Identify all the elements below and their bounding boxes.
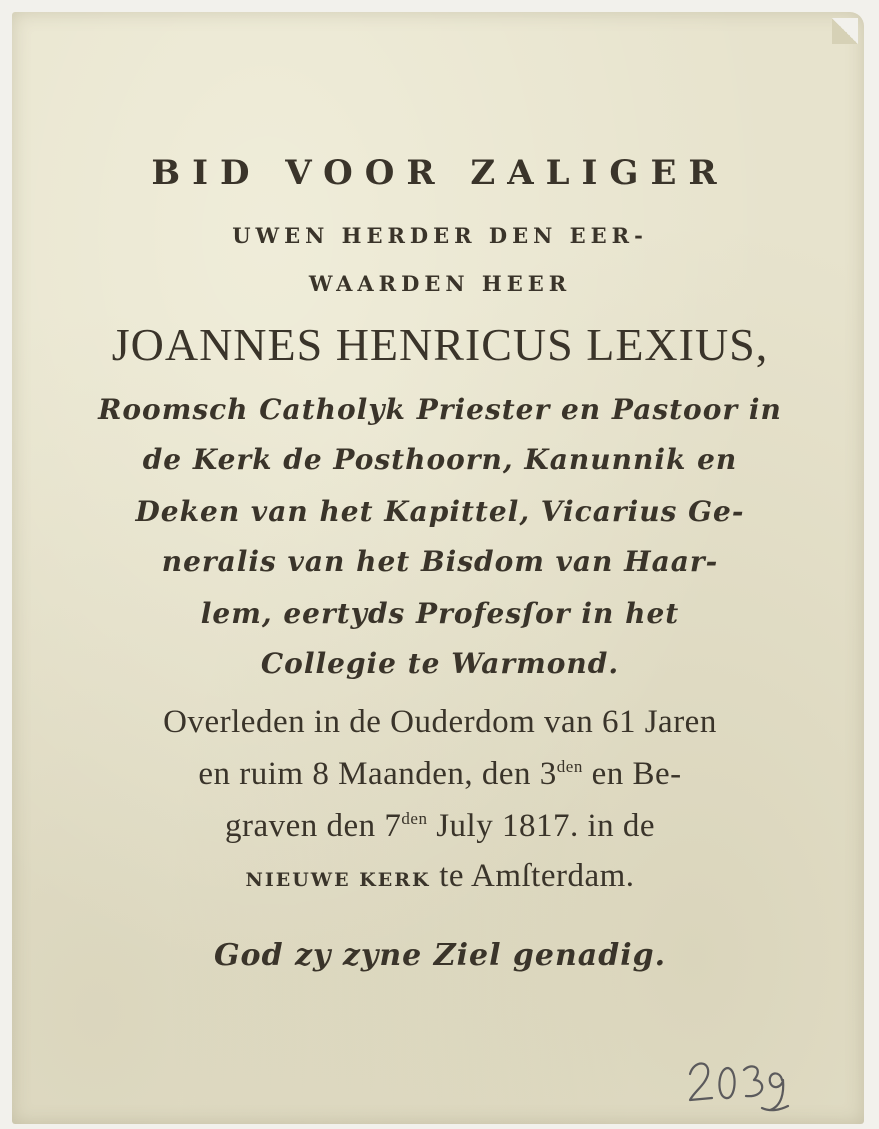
- death-line-3-text: graven den 7: [224, 808, 402, 844]
- title-line-5: lem, eertyds Profesſor in het: [200, 597, 680, 630]
- folded-corner: [832, 18, 858, 44]
- heading-line-1: BID VOOR ZALIGER: [151, 153, 729, 193]
- title-line-1: Roomsch Catholyk Priester en Pastoor in: [98, 393, 782, 426]
- heading-line-3: WAARDEN HEER: [308, 271, 572, 296]
- heading-line-2: UWEN HERDER DEN EER-: [232, 223, 648, 248]
- title-line-4: neralis van het Bisdom van Haar-: [161, 545, 719, 578]
- handwritten-number: [684, 1048, 794, 1118]
- death-line-3-end: July 1817. in de: [427, 808, 656, 844]
- death-line-4: [40, 858, 840, 895]
- death-line-4-end: te Amſterdam.: [430, 858, 635, 894]
- title-line-3: Deken van het Kapittel, Vicarius Ge-: [135, 495, 745, 528]
- priest-name: JOANNES HENRICUS LEXIUS,: [111, 319, 769, 370]
- church-name: NIEUWE KERK: [245, 869, 431, 891]
- title-line-2: de Kerk de Posthoorn, Kanunnik en: [142, 443, 738, 476]
- death-line-2-end: en Be-: [582, 756, 682, 792]
- death-line-3-superscript: den: [401, 809, 428, 828]
- death-line-1: Overleden in de Ouderdom van 61 Jaren: [163, 704, 717, 740]
- title-line-6: Collegie te Warmond.: [260, 647, 620, 680]
- death-line-3: [40, 808, 840, 845]
- pencil-mark-icon: [684, 1048, 794, 1118]
- death-line-2-text: en ruim 8 Maanden, den 3: [198, 756, 557, 792]
- death-line-2: [40, 756, 840, 793]
- death-line-2-superscript: den: [556, 757, 583, 776]
- closing-prayer: God zy zyne Ziel genadig.: [213, 938, 667, 973]
